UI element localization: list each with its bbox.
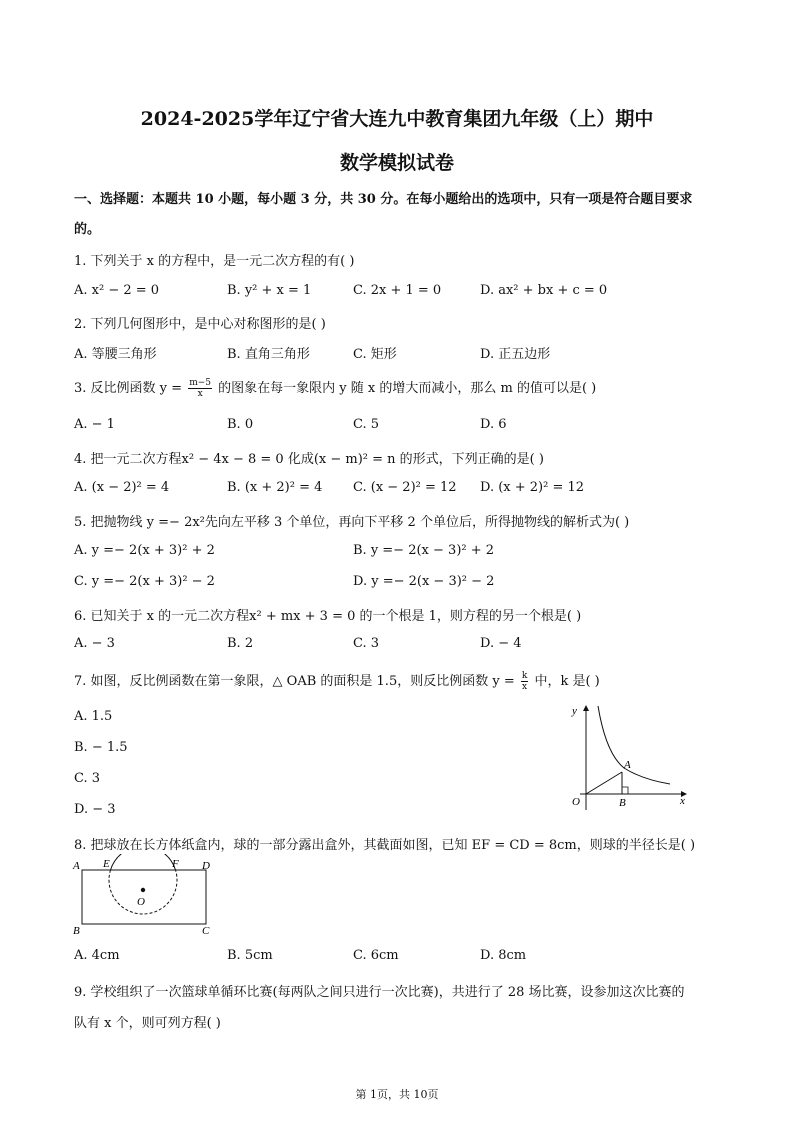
q7-figure (562, 702, 702, 817)
q9-stem: 学校组织了一次篮球单循环比赛(每两队之间只进行一次比赛)，共进行了 28 场比赛，设参加这次比赛的 (90, 985, 685, 1000)
q7-label-x: x (680, 795, 685, 807)
question-5 (74, 511, 629, 530)
q3-stem-post: 的图象在每一象限内 y 随 x 的增大而减小，那么 m 的值可以是( ) (218, 381, 597, 396)
q7-option-b: B. − 1.5 (74, 740, 128, 755)
title-line-2: 数学模拟试卷 (339, 152, 454, 174)
question-3 (74, 377, 596, 399)
q4-option-d: D. (x + 2)² = 12 (480, 480, 585, 495)
q2-number: 2. (74, 317, 87, 332)
q7-number: 7. (74, 674, 87, 689)
q2-option-d: D. 正五边形 (480, 347, 551, 362)
q8-label-o: O (137, 896, 145, 908)
q3-frac-numerator: m−5 (189, 378, 212, 388)
q7-frac-numerator: k (521, 671, 528, 681)
q8-stem: 把球放在长方体纸盒内，球的一部分露出盒外，其截面如图，已知 EF = CD = 8cm，则球的半径长是( ) (90, 838, 696, 853)
q6-number: 6. (74, 609, 87, 624)
q4-stem: 把一元二次方程x² − 4x − 8 = 0 化成(x − m)² = n 的形式，下列正确的是( ) (90, 452, 544, 467)
q8-label-d: D (202, 860, 210, 872)
question-7 (74, 670, 600, 692)
q7-label-o: O (572, 796, 580, 808)
q7-option-a: A. 1.5 (74, 709, 113, 724)
q3-frac-denominator: x (197, 389, 203, 399)
question-2 (74, 313, 326, 332)
q7-hyperbola-curve (598, 706, 670, 784)
question-8 (74, 834, 695, 853)
q8-label-c: C (202, 925, 210, 937)
q7-stem-pre: 如图，反比例函数在第一象限，△ OAB 的面积是 1.5，则反比例函数 y = (90, 674, 515, 689)
q7-label-y: y (572, 705, 577, 717)
q7-frac-denominator: x (522, 682, 528, 692)
q1-number: 1. (74, 254, 87, 269)
q3-option-a: A. − 1 (74, 417, 115, 432)
q8-label-a: A (73, 860, 80, 872)
q4-option-c: C. (x − 2)² = 12 (353, 480, 457, 495)
q8-number: 8. (74, 838, 87, 853)
q8-option-b: B. 5cm (227, 948, 273, 963)
q8-option-d: D. 8cm (480, 948, 527, 963)
section-heading-cont: 的。 (74, 222, 101, 237)
q4-option-a: A. (x − 2)² = 4 (74, 480, 170, 495)
q6-option-a: A. − 3 (74, 636, 115, 651)
question-1 (74, 250, 354, 269)
q5-stem: 把抛物线 y =− 2x²先向左平移 3 个单位，再向下平移 2 个单位后，所得抛物线的解析式为( ) (90, 515, 630, 530)
question-9 (74, 981, 685, 1000)
q1-option-d: D. ax² + bx + c = 0 (480, 283, 608, 298)
q6-option-d: D. − 4 (480, 636, 522, 651)
q7-right-angle-mark (622, 787, 628, 794)
q1-option-a: A. x² − 2 = 0 (74, 283, 160, 298)
q9-number: 9. (74, 985, 87, 1000)
q6-option-b: B. 2 (227, 636, 254, 651)
q5-option-b: B. y =− 2(x − 3)² + 2 (353, 543, 495, 558)
q8-option-a: A. 4cm (74, 948, 120, 963)
q8-label-b: B (73, 925, 80, 937)
question-4 (74, 448, 544, 467)
q8-center-dot (141, 888, 145, 892)
q7-stem-post: 中，k 是( ) (534, 674, 600, 689)
q3-option-b: B. 0 (227, 417, 254, 432)
question-9-cont: 队有 x 个，则可列方程( ) (74, 1016, 221, 1031)
q4-number: 4. (74, 452, 87, 467)
q8-label-f: F (172, 858, 179, 870)
q5-option-a: A. y =− 2(x + 3)² + 2 (74, 543, 215, 558)
q8-figure (70, 854, 220, 938)
q2-option-c: C. 矩形 (353, 347, 397, 362)
q8-option-c: C. 6cm (353, 948, 399, 963)
q7-fraction (521, 671, 528, 692)
q7-option-d: D. − 3 (74, 802, 116, 817)
question-6 (74, 605, 581, 624)
section-heading: 一、选择题：本题共 10 小题，每小题 3 分，共 30 分。在每小题给出的选项中，只有一项是符合题目要求 (74, 192, 693, 207)
title-line-1: 2024-2025学年辽宁省大连九中教育集团九年级（上）期中 (140, 108, 654, 130)
q2-stem: 下列几何图形中，是中心对称图形的是( ) (90, 317, 326, 332)
q2-option-b: B. 直角三角形 (227, 347, 310, 362)
q4-option-b: B. (x + 2)² = 4 (227, 480, 323, 495)
q3-option-d: D. 6 (480, 417, 507, 432)
q2-option-a: A. 等腰三角形 (74, 347, 157, 362)
q1-option-c: C. 2x + 1 = 0 (353, 283, 442, 298)
q5-option-c: C. y =− 2(x + 3)² − 2 (74, 574, 215, 589)
q3-option-c: C. 5 (353, 417, 380, 432)
q6-stem: 已知关于 x 的一元二次方程x² + mx + 3 = 0 的一个根是 1，则方程的另一个根是( ) (90, 609, 582, 624)
q1-option-b: B. y² + x = 1 (227, 283, 312, 298)
q3-number: 3. (74, 381, 87, 396)
q7-label-b: B (619, 797, 626, 809)
q5-number: 5. (74, 515, 87, 530)
q5-option-d: D. y =− 2(x − 3)² − 2 (353, 574, 495, 589)
q3-fraction (188, 378, 212, 399)
q7-segment-oa (586, 772, 622, 794)
page-footer: 第 1页，共 10页 (355, 1088, 439, 1101)
q7-label-a: A (624, 759, 631, 771)
q7-option-c: C. 3 (74, 771, 101, 786)
q6-option-c: C. 3 (353, 636, 380, 651)
q8-ball-visible-arc (111, 854, 176, 870)
q3-stem-pre: 反比例函数 y = (90, 381, 183, 396)
q8-label-e: E (103, 858, 110, 870)
q1-stem: 下列关于 x 的方程中，是一元二次方程的有( ) (90, 254, 355, 269)
